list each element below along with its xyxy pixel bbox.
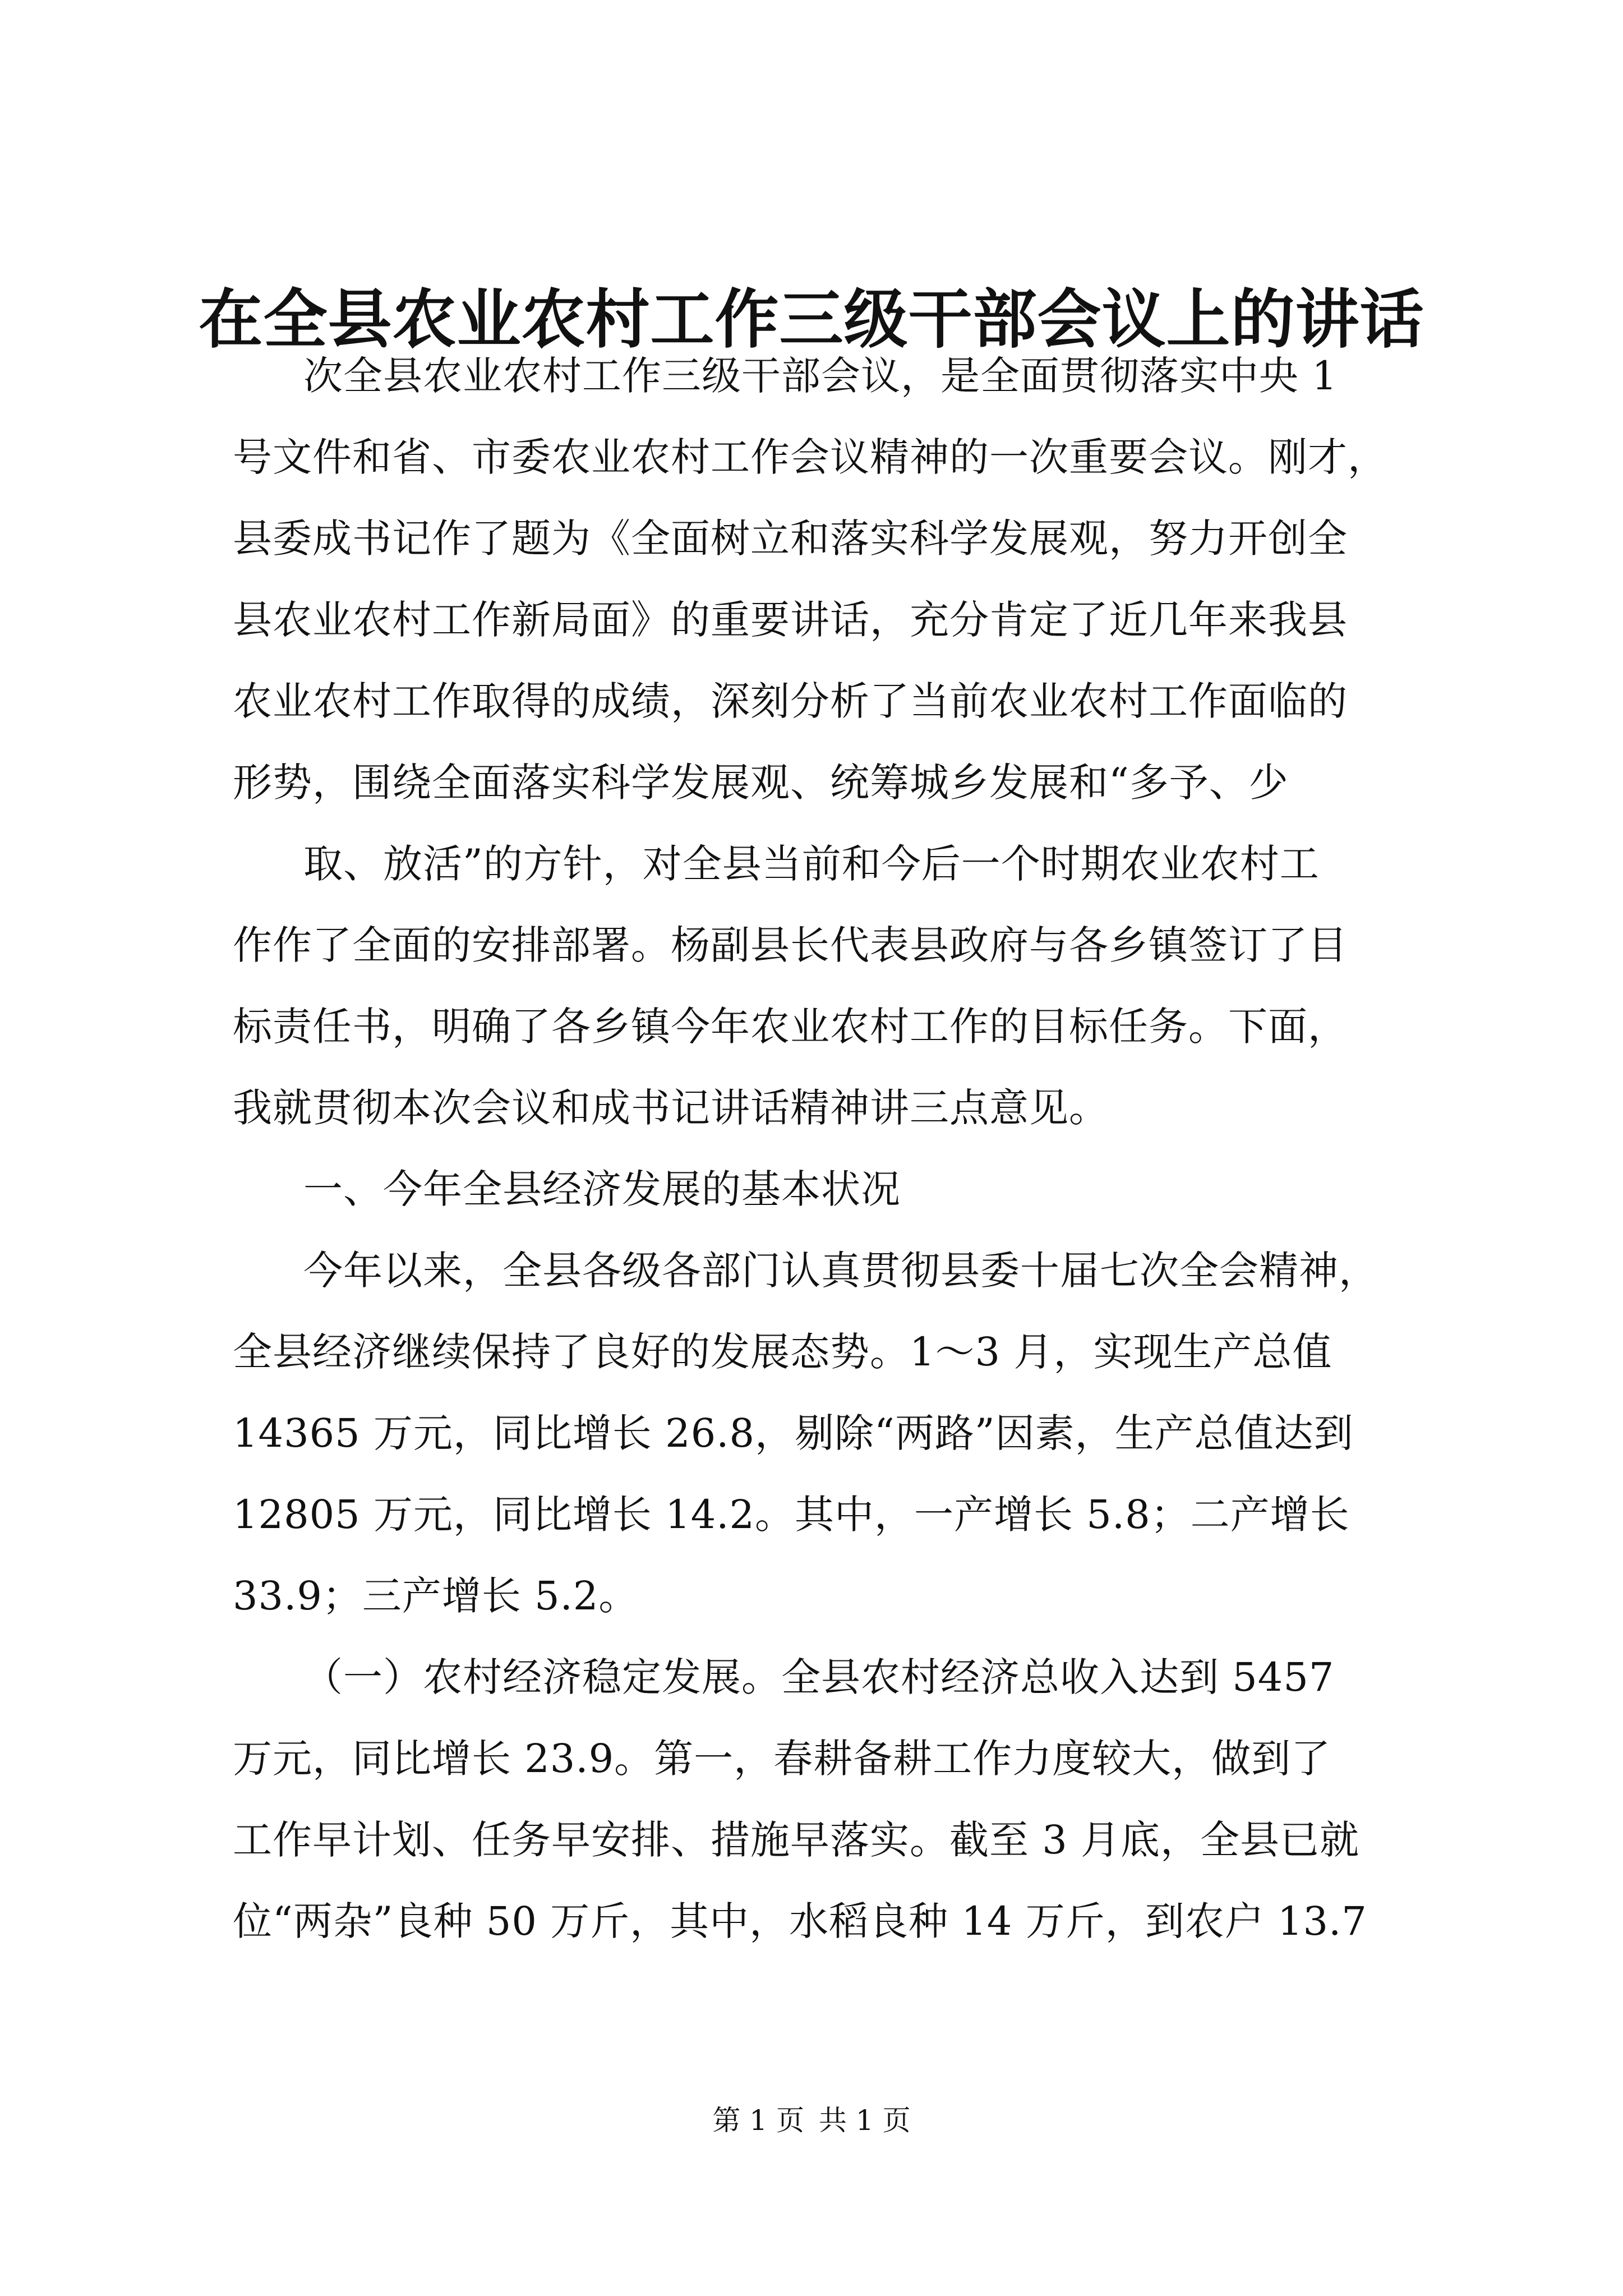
body-line: 全县经济继续保持了良好的发展态势。1～3 月，实现生产总值 (233, 1329, 1332, 1375)
body-line: 取、放活”的方针，对全县当前和今后一个时期农业农村工 (303, 841, 1320, 887)
body-line: 作作了全面的安排部署。杨副县长代表县政府与各乡镇签订了目 (233, 922, 1348, 968)
body-line: 我就贯彻本次会议和成书记讲话精神讲三点意见。 (233, 1085, 1109, 1131)
page-footer (0, 2101, 1623, 2140)
body-line: 12805 万元，同比增长 14.2。其中，一产增长 5.8；二产增长 (233, 1492, 1350, 1538)
body-line: 今年以来，全县各级各部门认真贯彻县委十届七次全会精神， (303, 1248, 1378, 1294)
body-line: 次全县农业农村工作三级干部会议，是全面贯彻落实中央 1 (303, 353, 1338, 399)
section-heading: 一、今年全县经济发展的基本状况 (303, 1166, 901, 1212)
body-line: 号文件和省、市委农业农村工作会议精神的一次重要会议。刚才， (233, 434, 1387, 480)
body-line: 14365 万元，同比增长 26.8，剔除“两路”因素，生产总值达到 (233, 1410, 1354, 1456)
body-line: 农业农村工作取得的成绩，深刻分析了当前农业农村工作面临的 (233, 678, 1348, 724)
body-line: 标责任书，明确了各乡镇今年农业农村工作的目标任务。下面， (233, 1004, 1348, 1050)
body-line: 形势，围绕全面落实科学发展观、统筹城乡发展和“多予、少 (233, 760, 1289, 806)
page-total: 共 1 页 (819, 2104, 911, 2137)
document-title: 在全县农业农村工作三级干部会议上的讲话 (199, 282, 1424, 357)
page-number: 第 1 页 (712, 2104, 804, 2137)
body-line: 县农业农村工作新局面》的重要讲话，充分肯定了近几年来我县 (233, 597, 1348, 643)
body-line: 县委成书记作了题为《全面树立和落实科学发展观，努力开创全 (233, 516, 1348, 562)
body-line: 位“两杂”良种 50 万斤，其中，水稻良种 14 万斤，到农户 13.7 (233, 1898, 1367, 1944)
body-line: 33.9；三产增长 5.2。 (233, 1573, 639, 1619)
body-line: 工作早计划、任务早安排、措施早落实。截至 3 月底，全县已就 (233, 1817, 1360, 1863)
body-line: 万元，同比增长 23.9。第一，春耕备耕工作力度较大，做到了 (233, 1736, 1331, 1782)
body-line: （一）农村经济稳定发展。全县农村经济总收入达到 5457 (303, 1654, 1335, 1700)
